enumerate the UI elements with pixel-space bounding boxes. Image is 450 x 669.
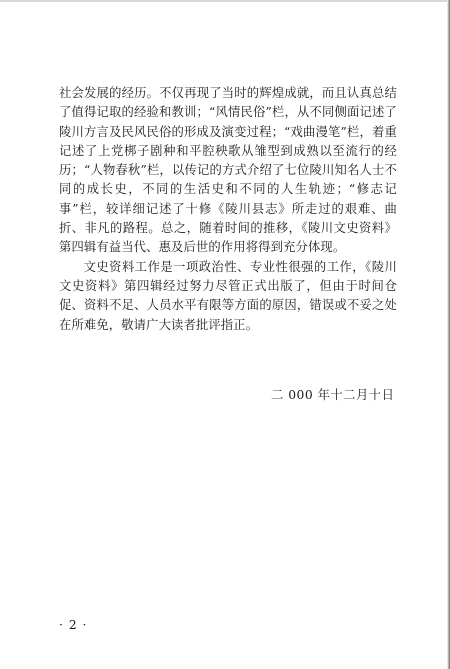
- body-text: [59, 84, 397, 335]
- date-line: 二 000 年十二月十日: [271, 388, 395, 402]
- scan-top-edge: [0, 0, 450, 2]
- paragraph-1: 社会发展的经历。不仅再现了当时的辉煌成就，而且认真总结了值得记取的经验和教训；“风情民俗”栏，从不同侧面记述了陵川方言及民风民俗的形成及演变过程；“戏曲漫笔”栏，着重记述了上党梆子剧种和平腔秧歌从雏型到成熟以至流行的经历；“人物春秋”栏，以传记的方式介绍了七位陵川知名人士不同的成长史，不同的生活史和不同的人生轨迹；“修志记事”栏，较详细记述了十修《陵川县志》所走过的艰难、曲折、非凡的路程。总之，随着时间的推移，《陵川文史资料》第四辑有益当代、惠及后世的作用将得到充分体现。: [59, 86, 397, 255]
- paragraph-2: 文史资料工作是一项政治性、专业性很强的工作，《陵川文史资料》第四辑经过努力尽管正式出版了，但由于时间仓促、资料不足、人员水平有限等方面的原因，错误或不妥之处在所难免，敬请广大读者批评指正。: [59, 259, 397, 332]
- page-number: · 2 ·: [59, 618, 88, 632]
